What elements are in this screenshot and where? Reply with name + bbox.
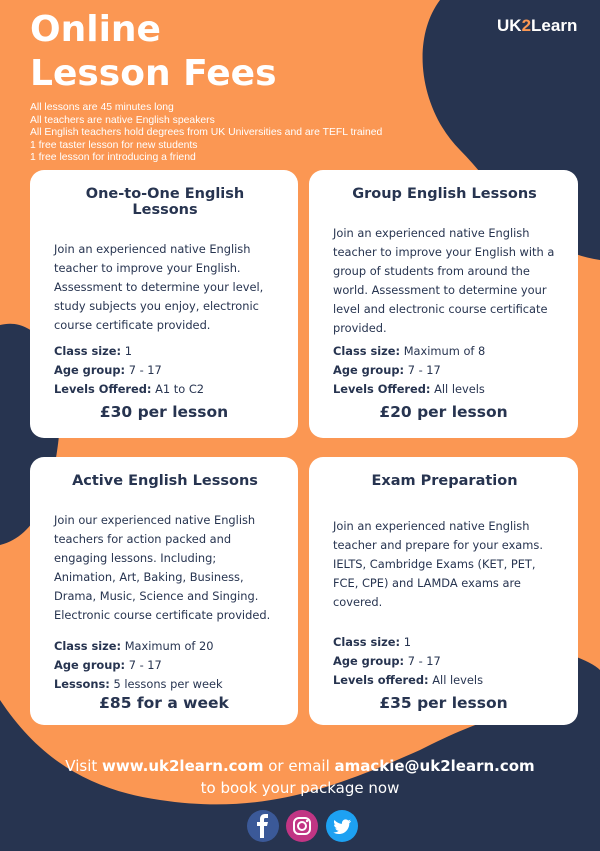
card-details [333,342,485,399]
card-details [333,633,483,690]
detail-class-size: Class size: 1 [333,635,411,649]
email-link[interactable]: amackie@uk2learn.com [334,757,535,775]
card-price: £30 per lesson [99,403,229,421]
detail-class-size: Class size: Maximum of 20 [54,639,214,653]
detail-levels: Levels Offered: All levels [333,382,485,396]
title-line-1: Online [30,9,161,50]
contact-line-1: Visit www.uk2learn.com or email amackie@uk2learn.com [65,757,535,775]
card-title: One-to-One English Lessons [85,186,245,218]
detail-age-group: Age group: 7 - 17 [333,363,441,377]
card-details [54,637,223,694]
card-description: Join an experienced native English teacher and prepare for your exams. IELTS, Cambridge Exams (KET, PET, FCE, CPE) and LAMDA exams are covered. [333,519,543,609]
website-link[interactable]: www.uk2learn.com [102,757,264,775]
detail-class-size: Class size: Maximum of 8 [333,344,486,358]
card-exam [309,457,578,725]
facebook-icon[interactable] [247,810,279,842]
fact-item: All lessons are 45 minutes long [30,102,174,113]
detail-class-size: Class size: 1 [54,344,132,358]
detail-levels: Levels Offered: A1 to C2 [54,382,205,396]
twitter-icon[interactable] [326,810,358,842]
card-one-to-one [30,170,298,438]
card-title: Group English Lessons [352,186,537,202]
card-description: Join an experienced native English teacher to improve your English. Assessment to determine your level, study subjects you enjoy, electronic course certificate provided. [54,242,264,332]
card-price: £35 per lesson [379,694,508,712]
fact-item: All teachers are native English speakers [30,114,215,126]
card-title: Exam Preparation [371,473,518,489]
instagram-icon[interactable] [286,810,318,842]
title-line-2: Lesson Fees [30,53,277,94]
card-description: Join our experienced native English teachers for action packed and engaging lessons. Including; Animation, Art, Baking, Business, Drama, Music, Science and Singing. Electronic course certificate provided. [54,513,271,622]
contact-footer [0,755,600,799]
fact-item: 1 free lesson for introducing a friend [30,152,196,163]
detail-age-group: Age group: 7 - 17 [54,658,162,672]
card-description: Join an experienced native English teacher to improve your English with a group of students from around the world. Assessment to determine your level and electronic course certificate provided. [333,226,555,335]
detail-age-group: Age group: 7 - 17 [333,654,441,668]
card-title: Active English Lessons [72,473,258,489]
uk2learn-logo: UK2Learn [497,16,578,35]
detail-lessons: Lessons: 5 lessons per week [54,677,223,691]
card-active [30,457,298,725]
detail-age-group: Age group: 7 - 17 [54,363,162,377]
card-price: £20 per lesson [379,403,508,421]
card-price: £85 for a week [99,694,229,712]
facts-list [30,102,382,165]
detail-levels: Levels offered: All levels [333,673,484,687]
card-group [309,170,578,438]
fact-item: 1 free taster lesson for new students [30,139,198,151]
fact-item: All English teachers hold degrees from UK Universities and are TEFL trained [30,127,383,138]
card-details [54,342,204,399]
contact-line-2: to book your package now [200,779,400,797]
page-title [30,8,277,96]
